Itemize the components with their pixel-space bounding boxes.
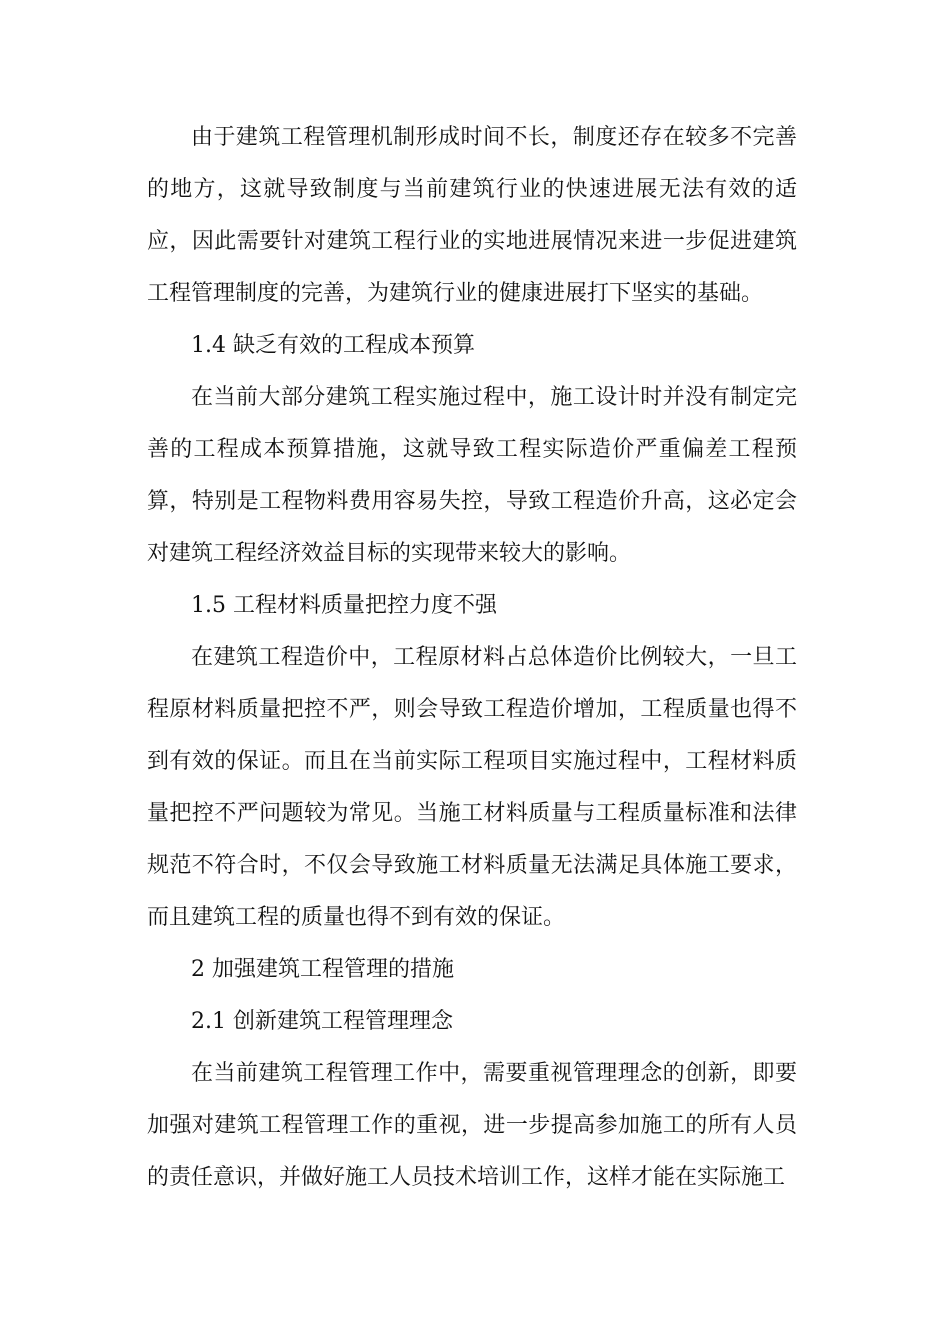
section-heading-1-5: 1.5 工程材料质量把控力度不强 <box>191 593 497 618</box>
section-heading-2-1: 2.1 创新建筑工程管理理念 <box>191 1009 453 1034</box>
paragraph-material-quality: 在建筑工程造价中，工程原材料占总体造价比例较大，一旦工程原材料质量把控不严，则会导致工程造价增加，工程质量也得不到有效的保证。而且在当前实际工程项目实施过程中，工程材料质量把控不严问题较为常见。当施工材料质量与工程质量标准和法律规范不符合时，不仅会导致施工材料质量无法满足具体施工要求，而且建筑工程的质量也得不到有效的保证。 <box>147 645 797 930</box>
paragraph-cost-budget: 在当前大部分建筑工程实施过程中，施工设计时并没有制定完善的工程成本预算措施，这就导致工程实际造价严重偏差工程预算，特别是工程物料费用容易失控，导致工程造价升高，这必定会对建筑工程经济效益目标的实现带来较大的影响。 <box>147 385 797 566</box>
paragraph-management-system: 由于建筑工程管理机制形成时间不长，制度还存在较多不完善的地方，这就导致制度与当前建筑行业的快速进展无法有效的适应，因此需要针对建筑工程行业的实地进展情况来进一步促进建筑工程管理制度的完善，为建筑行业的健康进展打下坚实的基础。 <box>147 125 797 306</box>
section-heading-1-4: 1.4 缺乏有效的工程成本预算 <box>191 333 475 358</box>
paragraph-management-concept: 在当前建筑工程管理工作中，需要重视管理理念的创新，即要加强对建筑工程管理工作的重视，进一步提高参加施工的所有人员的责任意识，并做好施工人员技术培训工作，这样才能在实际施工 <box>147 1061 797 1190</box>
document-body <box>147 112 797 1204</box>
section-heading-2: 2 加强建筑工程管理的措施 <box>191 957 454 982</box>
